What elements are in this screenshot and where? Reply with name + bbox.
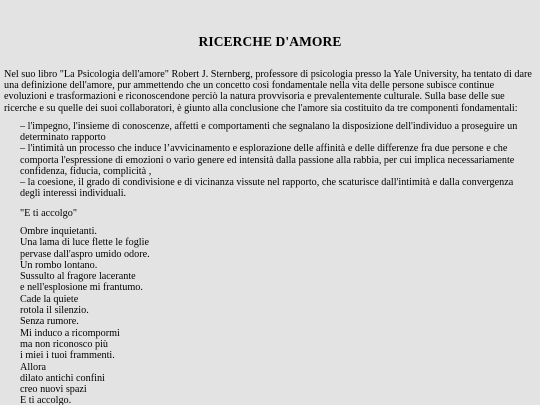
- intro-paragraph: Nel suo libro "La Psicologia dell'amore" Robert J. Sternberg, professore di psicologia presso la Yale University, ha tentato di dare una definizione dell'amore, pur ammettendo che un concetto così fondamentale nella vita delle persone subisce continue evoluzioni e trasformazioni e riconoscendone perciò la natura provvisoria e prevalentemente culturale. Sulla base delle sue ricerche e su quelle dei suoi collaboratori, è giunto alla conclusione che l'amore sia costituito da tre componenti fondamentali:: [4, 69, 532, 114]
- poem-line: Allora: [20, 361, 47, 373]
- poem: [20, 226, 150, 405]
- poem-line: Una lama di luce flette le foglie: [20, 237, 149, 249]
- poem-line: Un rombo lontano.: [20, 259, 98, 271]
- poem-line: Sussulto al fragore lacerante: [20, 271, 136, 283]
- poem-line: rotola il silenzio.: [20, 305, 89, 317]
- component-item-intimita: – l'intimità un processo che induce l’avvicinamento e esplorazione delle affinità e delle differenze fra due persone e che comporta l'espressione di emozioni o vario genere ed intensità dalla passione alla rabbia, per cui implica necessariamente confidenza, fiducia, complicità ,: [20, 143, 515, 177]
- page-title: RICERCHE D'AMORE: [198, 34, 342, 49]
- poem-line: e nell'esplosione mi frantumo.: [20, 282, 143, 294]
- components-list: [20, 121, 532, 199]
- poem-title: "E ti accolgo": [20, 208, 77, 219]
- poem-line: i miei i tuoi frammenti.: [20, 350, 115, 362]
- poem-line: Ombre inquietanti.: [20, 226, 97, 237]
- poem-line: Senza rumore.: [20, 316, 79, 328]
- poem-line: ma non riconosco più: [20, 338, 108, 350]
- poem-line: Cade la quiete: [20, 293, 79, 305]
- poem-line: dilato antichi confini: [20, 372, 105, 384]
- component-item-impegno: – l'impegno, l'insieme di conoscenze, affetti e comportamenti che segnalano la disposizione dell'individuo a proseguire un determinato rapporto: [20, 121, 518, 144]
- component-item-coesione: – la coesione, il grado di condivisione e di vicinanza vissute nel rapporto, che scaturisce dall'intimità e dalla convergenza degli interessi individuali.: [20, 177, 514, 200]
- poem-line: E ti accolgo.: [20, 395, 72, 405]
- poem-line: creo nuovi spazi: [20, 384, 87, 396]
- poem-line: Mi induco a ricompormi: [20, 327, 120, 339]
- poem-line: pervase dall'aspro umido odore.: [20, 248, 150, 260]
